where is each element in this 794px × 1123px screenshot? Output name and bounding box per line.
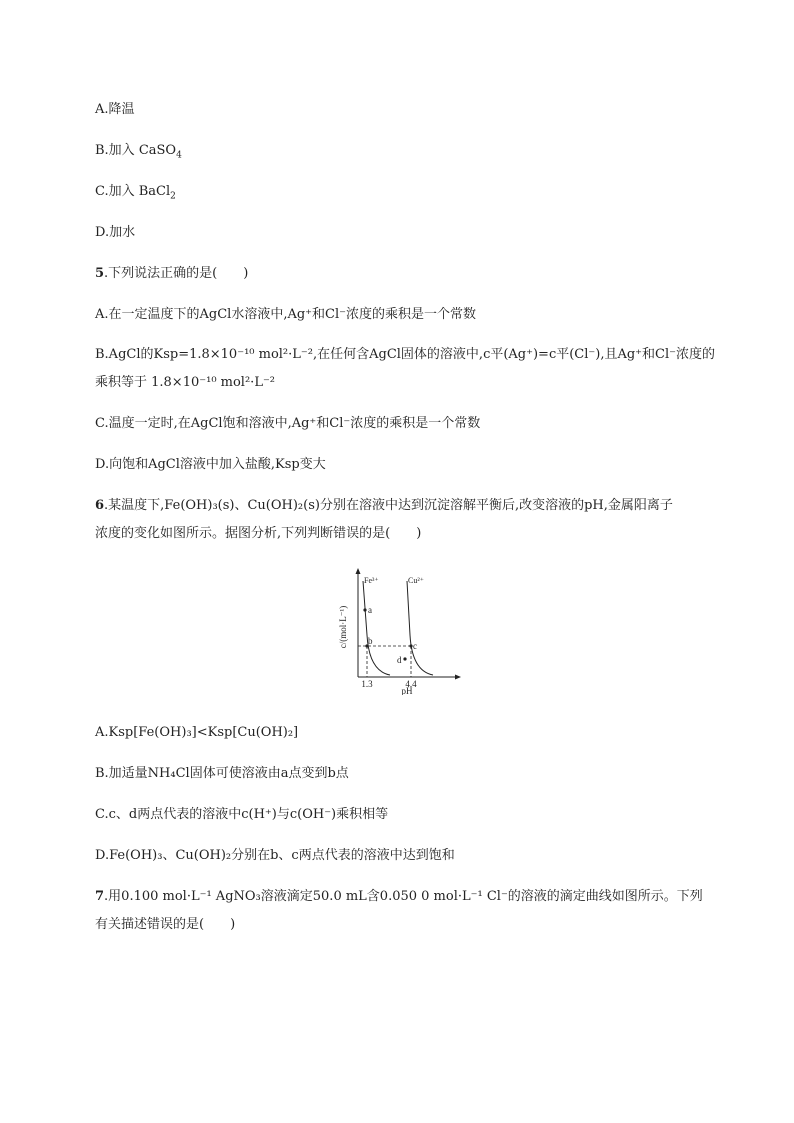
fe-label: Fe³⁺ (364, 576, 379, 585)
q4-option-d: D.加水 (95, 225, 136, 240)
q5-option-d: D.向饱和AgCl溶液中加入盐酸,Ksp变大 (95, 457, 326, 472)
x-axis-arrow (455, 675, 461, 680)
q7-stem-line2: 有关描述错误的是( ) (95, 917, 236, 932)
cu-curve (407, 581, 433, 675)
q6-option-a: A.Ksp[Fe(OH)₃]<Ksp[Cu(OH)₂] (95, 725, 299, 740)
q5-option-a: A.在一定温度下的AgCl水溶液中,Ag⁺和Cl⁻浓度的乘积是一个常数 (95, 307, 477, 322)
q7-stem-line1: 7.用0.100 mol·L⁻¹ AgNO₃溶液滴定50.0 mL含0.050 0 mol·L⁻¹ Cl⁻的溶液的滴定曲线如图所示。下列 (95, 889, 703, 904)
q4-option-c: C.加入 BaCl$_2$ (95, 184, 176, 202)
q5-option-b-line2: 乘积等于 1.8×10⁻¹⁰ mol²·L⁻² (95, 375, 276, 390)
q6-stem-line2: 浓度的变化如图所示。据图分析,下列判断错误的是( ) (95, 526, 422, 541)
point-d (403, 657, 406, 660)
cu-label: Cu²⁺ (408, 576, 424, 585)
q5-stem: 5.下列说法正确的是( ) (95, 266, 249, 281)
q6-stem-line1: 6.某温度下,Fe(OH)₃(s)、Cu(OH)₂(s)分别在溶液中达到沉淀溶解平衡后,改变溶液的pH,金属阳离子 (95, 498, 673, 513)
y-axis-arrow (356, 568, 361, 574)
q4-option-b: B.加入 CaSO$_4$ (95, 143, 182, 161)
q6-option-d: D.Fe(OH)₃、Cu(OH)₂分别在b、c两点代表的溶液中达到饱和 (95, 848, 455, 863)
point-a-label: a (368, 605, 372, 615)
point-c-label: c (413, 641, 417, 651)
q6-option-b: B.加适量NH₄Cl固体可使溶液由a点变到b点 (95, 766, 349, 781)
q6-option-c: C.c、d两点代表的溶液中c(H⁺)与c(OH⁻)乘积相等 (95, 807, 389, 822)
y-axis-label: c/(mol·L⁻¹) (338, 605, 348, 649)
q4-option-a: A.降温 (95, 102, 135, 117)
point-b-label: b (368, 636, 373, 646)
fe-curve (363, 581, 390, 675)
x-tick-4-4: 4.4 (405, 679, 417, 689)
q5-option-b-line1: B.AgCl的Ksp=1.8×10⁻¹⁰ mol²·L⁻²,在任何含AgCl固体的溶液中,c平(Ag⁺)=c平(Cl⁻),且Ag⁺和Cl⁻浓度的 (95, 347, 716, 362)
point-d-label: d (397, 655, 402, 665)
x-tick-1-3: 1.3 (361, 679, 373, 689)
point-a (363, 608, 366, 611)
q6-figure (330, 565, 465, 695)
x-axis-label: pH (401, 686, 413, 695)
q5-option-c: C.温度一定时,在AgCl饱和溶液中,Ag⁺和Cl⁻浓度的乘积是一个常数 (95, 416, 481, 431)
